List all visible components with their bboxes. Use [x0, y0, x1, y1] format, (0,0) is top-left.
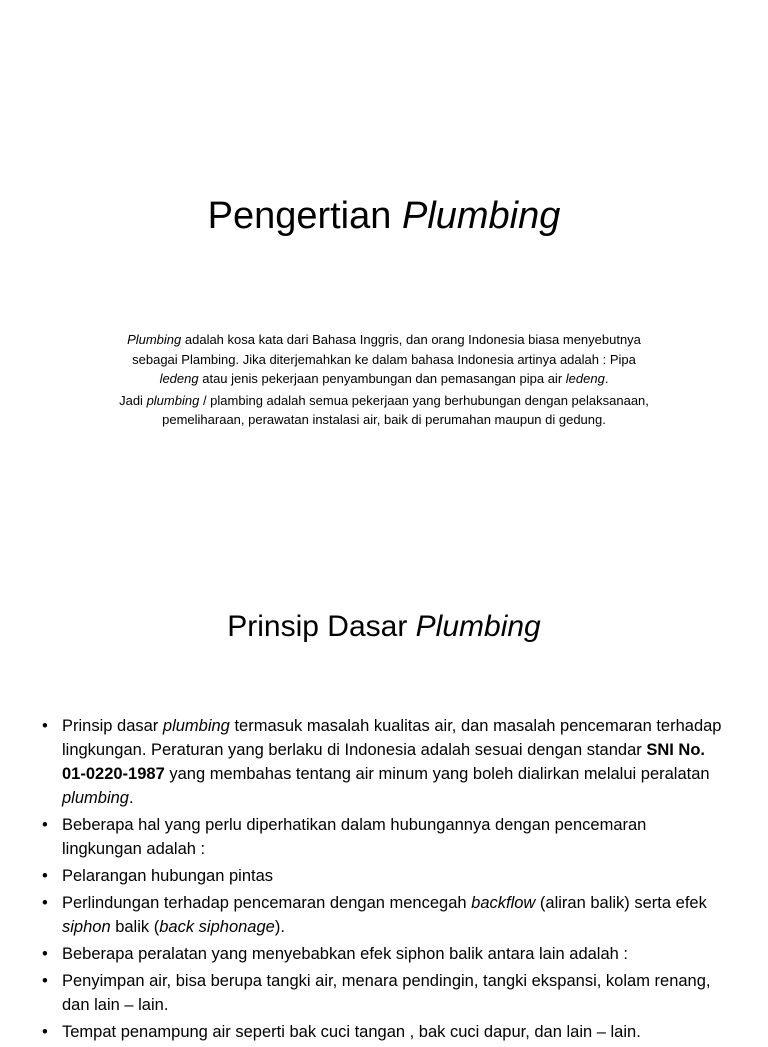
bullet-icon: • [42, 816, 48, 834]
definition-paragraph-2 [118, 391, 650, 430]
bullet-text: Beberapa hal yang perlu diperhatikan dalam hubungannya dengan pencemaran lingkungan adalah : [62, 816, 647, 858]
text-run: termasuk masalah kualitas air, dan masalah pencemaran terhadap lingkungan. Peraturan yang berlaku di Indonesia adalah sesuai dengan standar [62, 717, 722, 759]
text-run: atau jenis pekerjaan penyambungan dan pemasangan pipa air [198, 371, 566, 386]
term-back-siphonage: back siphonage [159, 918, 275, 936]
text-run: yang membahas tentang air minum yang boleh dialirkan melalui peralatan [164, 765, 710, 783]
term-backflow: backflow [471, 894, 536, 912]
bullet-icon: • [42, 717, 48, 735]
bullet-item [38, 969, 728, 1017]
bullet-icon: • [42, 945, 48, 963]
definition-paragraph-1 [118, 330, 650, 389]
term-plumbing: plumbing [146, 392, 200, 408]
bullet-item [38, 714, 728, 810]
text-run: / plambing adalah semua pekerjaan yang berhubungan dengan pelaksanaan, pemeliharaan, perawatan instalasi air, baik di perumahan maupun di gedung. [162, 392, 649, 427]
bullet-item [38, 942, 728, 966]
definition-text [118, 330, 650, 432]
term-plumbing: plumbing [62, 789, 129, 807]
term-plumbing: Plumbing [127, 332, 182, 347]
bullet-text: Pelarangan hubungan pintas [62, 867, 274, 885]
text-run: (aliran balik) serta efek [535, 894, 707, 912]
text-run: . [128, 789, 134, 807]
term-ledeng: ledeng [159, 371, 199, 386]
text-run: Jadi [119, 392, 147, 408]
text-run: Perlindungan terhadap pencemaran dengan mencegah [62, 894, 472, 912]
text-run: balik ( [110, 918, 160, 936]
bullet-text: Penyimpan air, bisa berupa tangki air, menara pendingin, tangki ekspansi, kolam renang, dan lain – lain. [62, 972, 711, 1014]
bullet-list [38, 714, 728, 1047]
bullet-item [38, 864, 728, 888]
bullet-icon: • [42, 1023, 48, 1041]
slide-title [0, 608, 768, 646]
bullet-item [38, 813, 728, 861]
bullet-text: Beberapa peralatan yang menyebabkan efek siphon balik antara lain adalah : [62, 945, 628, 963]
slide-prinsip-dasar [0, 576, 768, 1041]
text-run: . [604, 371, 609, 386]
term-siphon: siphon [62, 918, 111, 936]
standard-reference: SNI No. 01-0220-1987 [62, 741, 706, 783]
bullet-icon: • [42, 894, 48, 912]
term-plumbing: plumbing [162, 717, 230, 735]
text-run: adalah kosa kata dari Bahasa Inggris, dan orang Indonesia biasa menyebutnya sebagai Plambing. Jika diterjemahkan ke dalam bahasa Indonesia artinya adalah : Pipa [132, 332, 641, 367]
bullet-text: Tempat penampung air seperti bak cuci tangan , bak cuci dapur, dan lain – lain. [62, 1023, 641, 1041]
title-prefix: Pengertian [207, 195, 402, 237]
text-run: ). [274, 918, 285, 936]
slide-title [0, 193, 768, 239]
text-run: Prinsip dasar [62, 717, 163, 735]
bullet-item [38, 891, 728, 939]
title-italic: Plumbing [401, 195, 561, 237]
bullet-icon: • [42, 867, 48, 885]
title-prefix: Prinsip Dasar [227, 610, 416, 643]
term-ledeng: ledeng [565, 371, 605, 386]
bullet-icon: • [42, 972, 48, 990]
title-italic: Plumbing [415, 610, 541, 643]
